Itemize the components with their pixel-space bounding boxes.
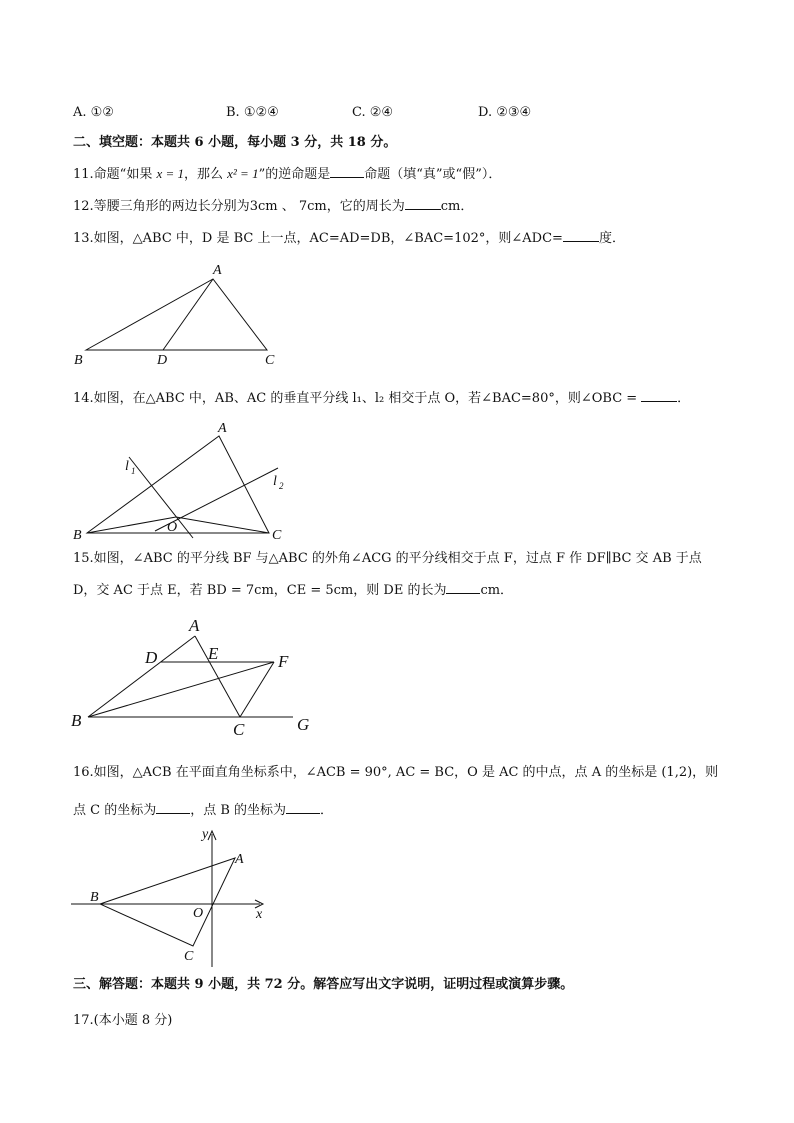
label-x: x <box>256 907 263 922</box>
label-l2-sub: 2 <box>279 481 284 491</box>
q14-tail: ． <box>677 391 691 406</box>
q11-conclusion: x² = 1 <box>227 166 259 181</box>
q16-line2b: ，点 B 的坐标为 <box>190 803 287 818</box>
label-d: D <box>157 353 168 368</box>
q15-line2-text: D，交 AC 于点 E，若 BD = 7cm，CE = 5cm，则 DE 的长为 <box>73 583 447 598</box>
section-heading-solutions: 三、解答题：本题共 9 小题，共 72 分。解答应写出文字说明，证明过程或演算步骤。 <box>73 977 574 992</box>
label-e: E <box>208 644 219 663</box>
option-c: C. ②④ <box>352 105 394 120</box>
q11-tail: 命题（填“真”或“假”）． <box>364 167 502 182</box>
label-c: C <box>184 949 194 964</box>
label-o: O <box>167 520 178 535</box>
q11-post: ”的逆命题是 <box>258 167 331 182</box>
question-16-line-1: 16.如图，△ACB 在平面直角坐标系中，∠ACB = 90°, AC = BC，O 是 AC 的中点，点 A 的坐标是 (1,2)，则 <box>73 765 719 780</box>
q11-condition: x = 1 <box>156 166 184 181</box>
option-a: A. ①② <box>73 105 114 120</box>
triangle-acb <box>100 858 235 946</box>
q16-line2c: ． <box>320 803 334 818</box>
label-c: C <box>272 528 282 543</box>
question-17: 17.(本小题 8 分) <box>73 1013 173 1028</box>
label-b: B <box>73 528 82 543</box>
q12-value-1: 3cm <box>249 199 278 214</box>
q12-unit: cm． <box>440 199 474 214</box>
label-b: B <box>90 890 99 905</box>
q12-sep: 、 <box>277 199 299 214</box>
q11-pre: 11.命题“如果 <box>73 167 157 182</box>
q16-line2a: 点 C 的坐标为 <box>73 803 157 818</box>
section-heading-fill-in: 二、填空题：本题共 6 小题，每小题 3 分，共 18 分。 <box>73 135 397 150</box>
label-l2: l <box>273 474 277 489</box>
label-a: A <box>218 421 227 436</box>
label-c: C <box>233 720 245 739</box>
label-o: O <box>193 906 204 921</box>
q12-mid: ，它的周长为 <box>326 199 405 214</box>
label-g: G <box>297 715 310 734</box>
label-a: A <box>235 852 244 867</box>
label-l1-sub: 1 <box>131 466 136 476</box>
q12-value-2: 7cm <box>298 199 327 214</box>
q14-text: 14.如图，在△ABC 中，AB、AC 的垂直平分线 l₁、l₂ 相交于点 O，若∠BAC=80°，则∠OBC = <box>73 391 638 406</box>
q15-unit: cm． <box>480 583 514 598</box>
label-c: C <box>265 353 275 368</box>
q11-mid: ，那么 <box>184 167 228 182</box>
label-b: B <box>74 353 83 368</box>
label-a: A <box>213 263 222 278</box>
q12-pre: 12.等腰三角形的两边长分别为 <box>73 199 250 214</box>
option-d: D. ②③④ <box>478 105 532 120</box>
label-b: B <box>71 711 82 730</box>
label-d: D <box>145 648 158 667</box>
question-15-line-1: 15.如图，∠ABC 的平分线 BF 与△ABC 的外角∠ACG 的平分线相交于点 F，过点 F 作 DF∥BC 交 AB 于点 <box>73 551 702 566</box>
label-l1: l <box>125 459 129 474</box>
q13-text: 13.如图，△ABC 中，D 是 BC 上一点，AC=AD=DB，∠BAC=102°，则∠ADC= <box>73 231 563 246</box>
label-f: F <box>278 652 289 671</box>
label-a: A <box>189 616 200 635</box>
q13-tail: 度． <box>598 231 625 246</box>
label-y: y <box>202 827 209 842</box>
option-b: B. ①②④ <box>226 105 279 120</box>
